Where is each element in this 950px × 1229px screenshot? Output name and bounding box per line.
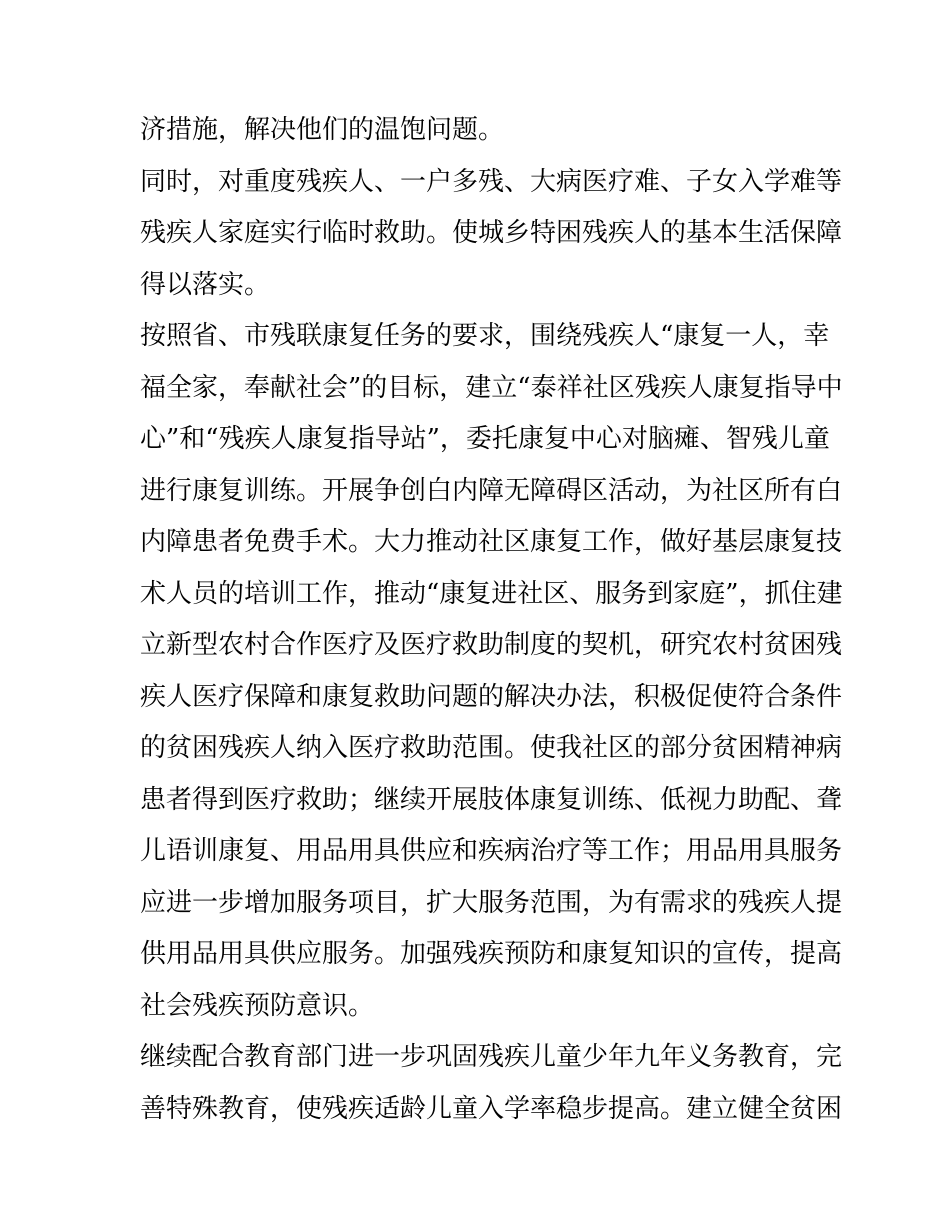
text-line-1: 济措施，解决他们的温饱问题。 (140, 115, 505, 145)
text-line-5: 按照省、市残联康复任务的要求，围绕残疾人“康复一人，幸 (140, 321, 830, 351)
text-line-20: 善特殊教育，使残疾适龄儿童入学率稳步提高。建立健全贫困 (140, 1093, 843, 1124)
text-line-9: 内障患者免费手术。大力推动社区康复工作，做好基层康复技 (140, 527, 843, 557)
text-line-11: 立新型农村合作医疗及医疗救助制度的契机，研究农村贫困残 (140, 630, 843, 660)
text-line-10: 术人员的培训工作，推动“康复进社区、服务到家庭”，抓住建 (140, 578, 843, 609)
text-line-4: 得以落实。 (140, 269, 271, 300)
text-line-18: 社会残疾预防意识。 (140, 990, 375, 1021)
text-line-16: 应进一步增加服务项目，扩大服务范围，为有需求的残疾人提 (140, 887, 843, 918)
text-line-12: 疾人医疗保障和康复救助问题的解决办法，积极促使符合条件 (140, 681, 843, 712)
text-line-13: 的贫困残疾人纳入医疗救助范围。使我社区的部分贫困精神病 (140, 733, 843, 763)
document-body (140, 105, 843, 1135)
text-line-8: 进行康复训练。开展争创白内障无障碍区活动，为社区所有白 (140, 475, 843, 506)
text-line-14: 患者得到医疗救助；继续开展肢体康复训练、低视力助配、聋 (140, 784, 843, 815)
text-line-19: 继续配合教育部门进一步巩固残疾儿童少年九年义务教育，完 (140, 1042, 843, 1072)
text-line-3: 残疾人家庭实行临时救助。使城乡特困残疾人的基本生活保障 (140, 218, 843, 248)
text-line-17: 供用品用具供应服务。加强残疾预防和康复知识的宣传，提高 (140, 939, 843, 969)
text-line-6: 福全家，奉献社会”的目标，建立“泰祥社区残疾人康复指导中 (140, 372, 843, 403)
text-line-15: 儿语训康复、用品用具供应和疾病治疗等工作；用品用具服务 (140, 836, 843, 866)
text-line-2: 同时，对重度残疾人、一户多残、大病医疗难、子女入学难等 (140, 166, 843, 197)
text-line-7: 心”和“残疾人康复指导站”，委托康复中心对脑瘫、智残儿童 (140, 424, 830, 454)
